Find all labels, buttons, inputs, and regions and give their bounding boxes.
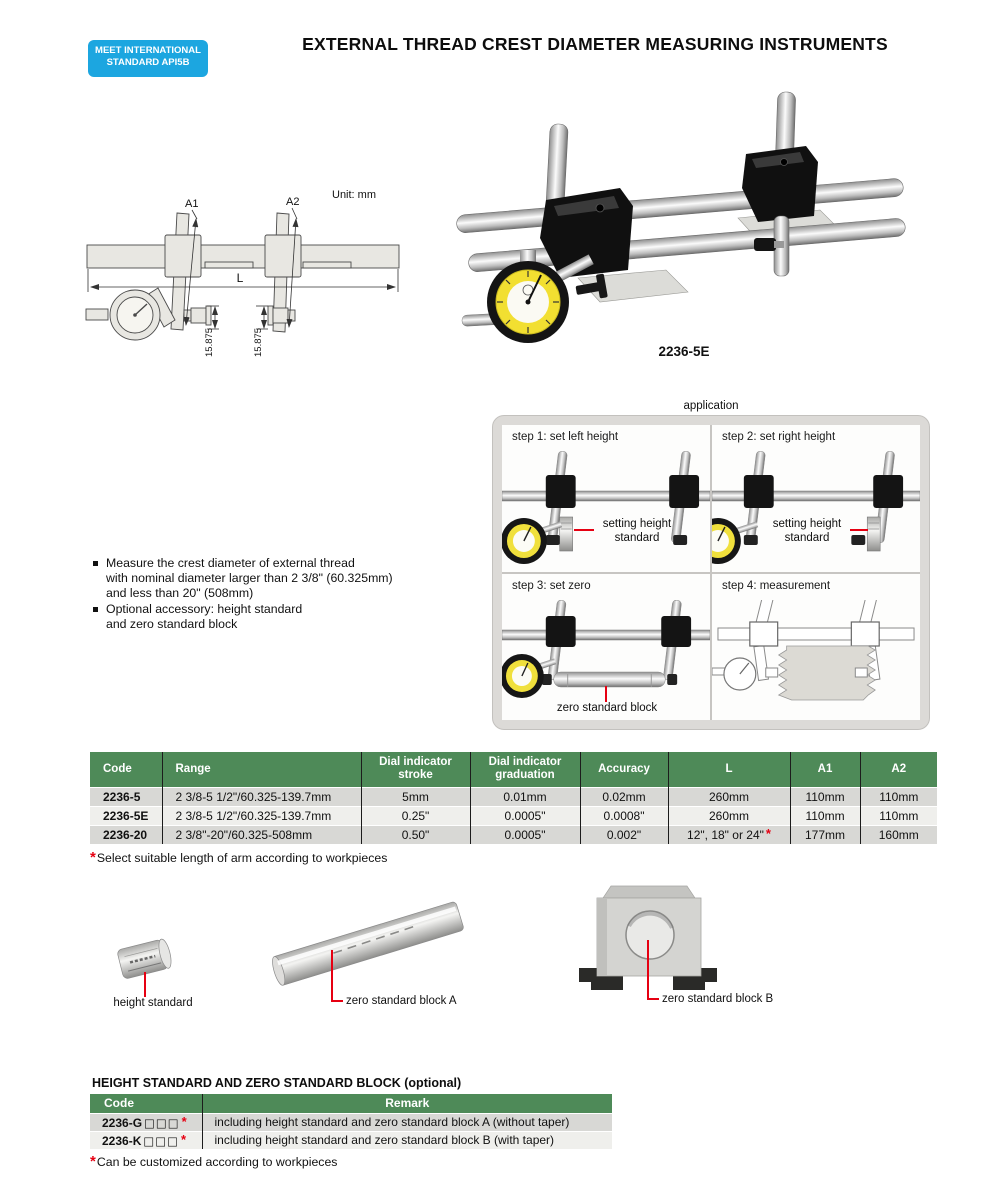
drawing-dim-l: L bbox=[236, 271, 244, 285]
zero-standard-block-a-image bbox=[270, 896, 470, 990]
spec-header-l: L bbox=[668, 752, 790, 787]
zero-standard-block-a-label: zero standard block A bbox=[346, 995, 457, 1007]
product-model-label: 2236-5E bbox=[658, 344, 710, 359]
spec-header-graduation: Dial indicator graduation bbox=[470, 752, 580, 787]
spec-header-row bbox=[90, 752, 937, 787]
spec-cell-range: 2 3/8-5 1/2"/60.325-139.7mm bbox=[162, 787, 361, 806]
red-asterisk: * bbox=[90, 849, 96, 866]
spec-cell-l: 260mm bbox=[668, 806, 790, 825]
spec-cell-accuracy: 0.002" bbox=[580, 825, 668, 844]
spec-cell-a1: 110mm bbox=[790, 787, 860, 806]
optional-section-heading: HEIGHT STANDARD AND ZERO STANDARD BLOCK (optional) bbox=[92, 1076, 462, 1090]
leader-line bbox=[647, 998, 659, 1000]
page-title: EXTERNAL THREAD CREST DIAMETER MEASURING INSTRUMENTS bbox=[302, 34, 888, 54]
leader-line bbox=[574, 529, 594, 531]
leader-line bbox=[850, 529, 868, 531]
feature-bullet: Optional accessory: height standard and zero standard block bbox=[92, 602, 437, 632]
step-annotation: zero standard block bbox=[556, 701, 658, 714]
spec-cell-stroke: 0.50" bbox=[361, 825, 470, 844]
step-label: step 4: measurement bbox=[722, 579, 831, 592]
step-1-illustration bbox=[502, 451, 710, 571]
spec-cell-a2: 160mm bbox=[860, 825, 937, 844]
badge-line-1: MEET INTERNATIONAL bbox=[95, 45, 201, 56]
drawing-dim-height-left: 15.875 bbox=[204, 327, 215, 357]
optional-row bbox=[90, 1113, 612, 1131]
leader-line bbox=[144, 972, 146, 997]
height-standard-label: height standard bbox=[113, 997, 193, 1009]
customization-boxes: □□□ bbox=[144, 1115, 180, 1130]
drawing-unit-label: Unit: mm bbox=[332, 189, 376, 201]
spec-cell-code: 2236-20 bbox=[90, 825, 162, 844]
spec-row bbox=[90, 825, 937, 844]
red-asterisk: * bbox=[180, 1131, 187, 1147]
optional-footnote: *Can be customized according to workpieces bbox=[90, 1153, 338, 1170]
customization-boxes: □□□ bbox=[143, 1133, 179, 1148]
red-asterisk: * bbox=[181, 1113, 187, 1129]
spec-cell-stroke: 5mm bbox=[361, 787, 470, 806]
step-annotation: setting height standard bbox=[602, 518, 672, 544]
feature-list bbox=[92, 556, 437, 632]
step-label: step 1: set left height bbox=[512, 431, 619, 443]
spec-cell-a2: 110mm bbox=[860, 787, 937, 806]
zero-standard-block-b-label: zero standard block B bbox=[662, 993, 774, 1005]
spec-header-a2: A2 bbox=[860, 752, 937, 787]
spec-cell-l: 260mm bbox=[668, 787, 790, 806]
spec-row bbox=[90, 806, 937, 825]
application-step-3 bbox=[502, 574, 710, 721]
technical-drawing bbox=[85, 183, 407, 360]
application-step-1 bbox=[502, 425, 710, 572]
spec-cell-l: 12", 18" or 24" * bbox=[668, 825, 790, 844]
leader-line bbox=[605, 686, 607, 702]
optional-cell-remark: including height standard and zero standard block A (without taper) bbox=[202, 1113, 612, 1131]
optional-cell-code: 2236-K □□□ * bbox=[90, 1131, 202, 1149]
optional-header-code: Code bbox=[90, 1094, 202, 1113]
spec-header-a1: A1 bbox=[790, 752, 860, 787]
spec-cell-graduation: 0.0005" bbox=[470, 825, 580, 844]
application-step-4 bbox=[712, 574, 920, 721]
spec-cell-accuracy: 0.0008" bbox=[580, 806, 668, 825]
step-label: step 3: set zero bbox=[512, 579, 591, 592]
drawing-dim-height-right: 15.875 bbox=[253, 327, 264, 357]
spec-cell-code: 2236-5 bbox=[90, 787, 162, 806]
zero-standard-block-b-image bbox=[575, 884, 725, 994]
standard-badge bbox=[88, 40, 208, 77]
spec-cell-a1: 177mm bbox=[790, 825, 860, 844]
spec-cell-graduation: 0.0005" bbox=[470, 806, 580, 825]
badge-line-2: STANDARD API5B bbox=[106, 57, 190, 69]
application-box bbox=[492, 415, 930, 730]
red-asterisk: * bbox=[765, 826, 771, 842]
spec-cell-a1: 110mm bbox=[790, 806, 860, 825]
drawing-dim-a2: A2 bbox=[286, 196, 300, 208]
optional-cell-remark: including height standard and zero standard block B (with taper) bbox=[202, 1131, 612, 1149]
spec-cell-stroke: 0.25" bbox=[361, 806, 470, 825]
spec-cell-range: 2 3/8"-20"/60.325-508mm bbox=[162, 825, 361, 844]
red-asterisk: * bbox=[90, 1153, 96, 1170]
step-label: step 2: set right height bbox=[722, 431, 836, 443]
step-4-illustration bbox=[712, 600, 920, 720]
application-title: application bbox=[683, 400, 739, 412]
optional-header-row bbox=[90, 1094, 612, 1113]
spec-row bbox=[90, 787, 937, 806]
spec-header-accuracy: Accuracy bbox=[580, 752, 668, 787]
spec-table bbox=[90, 752, 937, 844]
optional-table bbox=[90, 1094, 612, 1149]
spec-cell-graduation: 0.01mm bbox=[470, 787, 580, 806]
spec-cell-accuracy: 0.02mm bbox=[580, 787, 668, 806]
spec-footnote: *Select suitable length of arm according to workpieces bbox=[90, 849, 388, 866]
spec-header-stroke: Dial indicator stroke bbox=[361, 752, 470, 787]
spec-cell-code: 2236-5E bbox=[90, 806, 162, 825]
spec-cell-range: 2 3/8-5 1/2"/60.325-139.7mm bbox=[162, 806, 361, 825]
feature-bullet: Measure the crest diameter of external thread with nominal diameter larger than 2 3/8" (60.325mm) and less than 20" (508mm) bbox=[92, 556, 437, 602]
leader-line bbox=[331, 1000, 343, 1002]
leader-line bbox=[331, 950, 333, 1002]
height-standard-image bbox=[108, 930, 188, 992]
leader-line bbox=[647, 940, 649, 1000]
step-2-illustration bbox=[712, 451, 920, 571]
optional-row bbox=[90, 1131, 612, 1149]
spec-header-code: Code bbox=[90, 752, 162, 787]
spec-header-range: Range bbox=[162, 752, 361, 787]
spec-cell-a2: 110mm bbox=[860, 806, 937, 825]
application-step-2 bbox=[712, 425, 920, 572]
optional-cell-code: 2236-G □□□ * bbox=[90, 1113, 202, 1131]
product-photo bbox=[428, 88, 940, 343]
step-annotation: setting height standard bbox=[772, 518, 842, 544]
drawing-dim-a1: A1 bbox=[185, 198, 199, 210]
optional-header-remark: Remark bbox=[202, 1094, 612, 1113]
